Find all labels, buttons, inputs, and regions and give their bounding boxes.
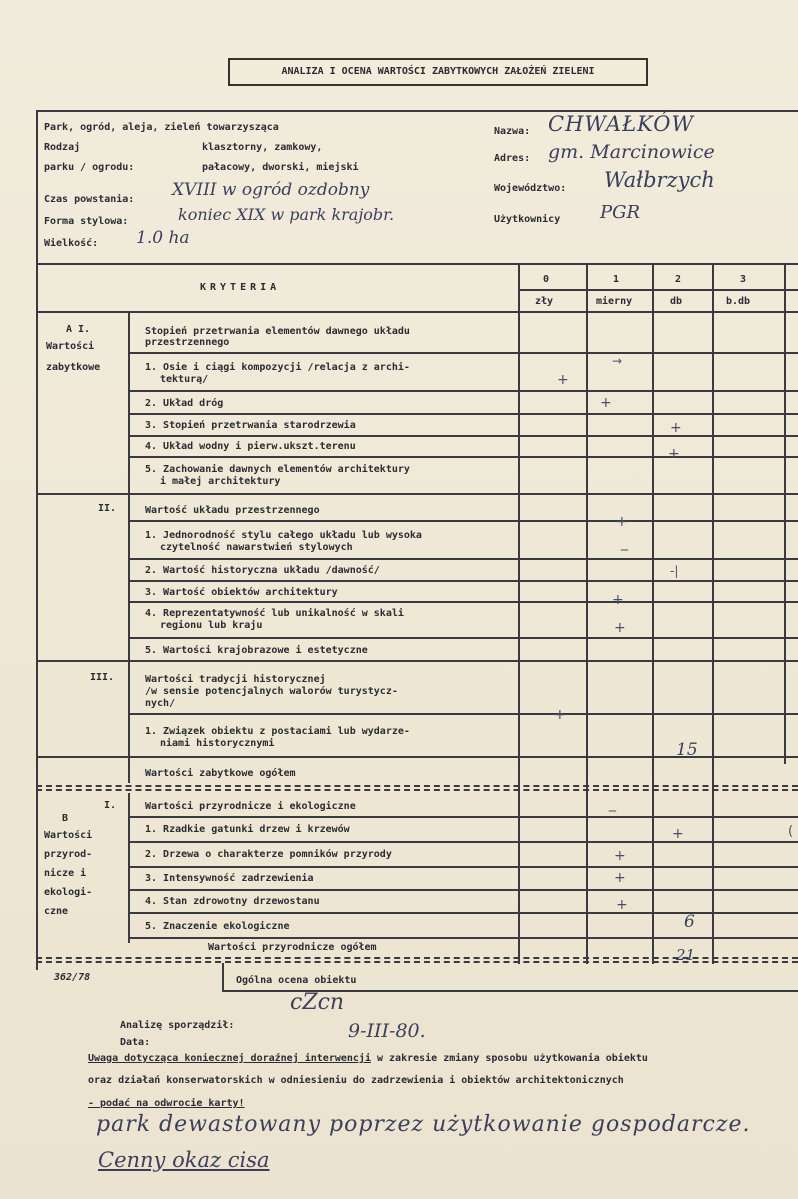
park-types-label: Park, ogród, aleja, zieleń towarzysząca (44, 122, 279, 133)
score-col-2-left (652, 264, 654, 964)
document-title-box (228, 58, 648, 86)
row-line (128, 912, 798, 914)
g1-row2: 2. Układ dróg (145, 398, 224, 409)
score-mark: + (557, 372, 569, 388)
row-line (128, 866, 798, 868)
score-mark: ‒ (608, 803, 617, 819)
handwritten-note-1: park dewastowany poprzez użytkowanie gospodarcze. (96, 1112, 751, 1137)
b-row1: 1. Rzadkie gatunki drzew i krzewów (145, 824, 350, 835)
score-col-3-left (712, 264, 714, 964)
row-line (128, 841, 798, 843)
g2-row4-line2: regionu lub kraju (160, 620, 263, 631)
adres-handwritten: gm. Marcinowice (548, 141, 715, 163)
group3-title-1: Wartości tradycji historycznej (145, 674, 326, 685)
overall-box-left (222, 963, 224, 991)
col-num-0: 0 (543, 274, 550, 285)
group1-title: Stopień przetrwania elementów dawnego układu (145, 326, 410, 337)
criteria-header-bottom (36, 311, 798, 313)
nazwa-label: Nazwa: (494, 126, 531, 137)
group1-title-2: przestrzennego (145, 337, 230, 348)
section-b-label-5: ekologi- (44, 887, 93, 898)
row-line (128, 601, 798, 603)
section-a-label: A I. (66, 324, 91, 335)
czas-handwritten: XVIII w ogród ozdobny (172, 180, 370, 200)
score-mark: + (616, 514, 628, 530)
score-mark: + (614, 848, 626, 864)
uzytkownicy-handwritten: PGR (600, 202, 641, 223)
wojewodztwo-label: Województwo: (494, 183, 567, 194)
section-b-total-handwritten: 6 (684, 912, 695, 932)
uzytkownicy-label: Użytkownicy (494, 214, 561, 225)
g3-row1-line2: niami historycznymi (160, 738, 275, 749)
row-line (128, 637, 798, 639)
g2-row3: 3. Wartość obiektów architektury (145, 587, 338, 598)
col-num-2: 2 (675, 274, 682, 285)
section-b-title: Wartości przyrodnicze i ekologiczne (145, 801, 356, 812)
row-line (36, 660, 798, 662)
row-line (36, 493, 798, 495)
g2-row5: 5. Wartości krajobrazowe i estetyczne (145, 645, 368, 656)
data-label: Data: (120, 1037, 151, 1048)
g3-row1-line1: 1. Związek obiektu z postaciami lub wydarze- (145, 726, 410, 737)
note-underlined: Uwaga dotycząca koniecznej doraźnej interwencji (88, 1053, 371, 1064)
col-name-3: b.db (726, 296, 751, 307)
row-line (128, 456, 798, 458)
col-num-3: 3 (740, 274, 747, 285)
col-name-1: mierny (596, 296, 633, 307)
signature-handwritten: cZcn (290, 990, 345, 1015)
col-name-0: zły (535, 296, 554, 307)
score-mark: + (554, 707, 566, 723)
note-line-2: oraz działań konserwatorskich w odniesieniu do zadrzewienia i obiektów architektonicznych (88, 1075, 624, 1086)
score-col-3-right (784, 264, 786, 764)
row-line (128, 713, 798, 715)
row-line (128, 520, 798, 522)
g2-row1-line1: 1. Jednorodność stylu całego układu lub wysoka (145, 530, 422, 541)
b-row3: 3. Intensywność zadrzewienia (145, 873, 314, 884)
score-mark: + (672, 826, 684, 842)
b-row2: 2. Drzewa o charakterze pomników przyrody (145, 849, 392, 860)
criteria-header-split (518, 289, 798, 291)
section-b-label-6: czne (44, 906, 69, 917)
section-divider-dashed (36, 789, 798, 791)
group3-num: III. (90, 672, 115, 683)
score-mark: + (616, 897, 628, 913)
col-num-1: 1 (613, 274, 620, 285)
handwritten-note-2: Cenny okaz cisa (98, 1148, 270, 1172)
score-mark: ‒ (620, 542, 629, 558)
section-a-total: Wartości zabytkowe ogółem (145, 768, 296, 779)
analiza-label: Analizę sporządził: (120, 1020, 235, 1031)
wielkosc-handwritten: 1.0 ha (136, 228, 190, 248)
date-handwritten: 9-III-80. (348, 1020, 426, 1042)
section-b-total: Wartości przyrodnicze ogółem (208, 942, 377, 953)
section-b-label-3: przyrod- (44, 849, 93, 860)
score-col-1-left (586, 264, 588, 964)
score-mark: + (670, 420, 682, 436)
form-left-border (36, 110, 38, 970)
row-line (128, 558, 798, 560)
nazwa-handwritten: CHWAŁKÓW (548, 112, 695, 136)
g1-row3: 3. Stopień przetrwania starodrzewia (145, 420, 356, 431)
row-line (128, 937, 798, 939)
score-mark: -| (670, 564, 679, 578)
g1-row5-line2: i małej architektury (160, 476, 281, 487)
wojewodztwo-handwritten: Wałbrzych (604, 168, 715, 192)
rodzaj-values: klasztorny, zamkowy, (202, 142, 323, 153)
score-mark: + (600, 395, 612, 411)
score-mark: + (614, 620, 626, 636)
forma-label: Forma stylowa: (44, 216, 129, 227)
score-mark: ( (788, 824, 794, 839)
group2-num: II. (98, 503, 117, 514)
forma-handwritten: koniec XIX w park krajobr. (178, 205, 395, 224)
note-line-3: - podać na odwrocie karty! (88, 1098, 245, 1109)
adres-label: Adres: (494, 153, 531, 164)
g1-row5-line1: 5. Zachowanie dawnych elementów architektury (145, 464, 410, 475)
row-line (128, 390, 798, 392)
rodzaj-label: Rodzaj (44, 142, 81, 153)
b-row5: 5. Znaczenie ekologiczne (145, 921, 290, 932)
section-b-label-2: Wartości (44, 830, 93, 841)
header-bottom-border (36, 263, 798, 265)
score-mark: → (612, 354, 623, 368)
document-title: ANALIZA I OCENA WARTOŚCI ZABYTKOWYCH ZAŁOŻEŃ ZIELENI (281, 66, 595, 77)
czas-label: Czas powstania: (44, 194, 135, 205)
b-row4: 4. Stan zdrowotny drzewostanu (145, 896, 320, 907)
criteria-label: KRYTERIA (200, 282, 281, 293)
g2-row2: 2. Wartość historyczna układu /dawność/ (145, 565, 380, 576)
score-mark: + (668, 446, 680, 462)
row-line (128, 889, 798, 891)
row-line (128, 580, 798, 582)
section-a-label-2: Wartości (46, 341, 95, 352)
section-divider-dashed (36, 785, 798, 787)
overall-label: Ogólna ocena obiektu (236, 975, 357, 986)
section-b-label: B (62, 813, 69, 824)
wielkosc-label: Wielkość: (44, 238, 99, 249)
row-line (128, 413, 798, 415)
score-mark: + (612, 592, 624, 608)
group2-title: Wartość układu przestrzennego (145, 505, 320, 516)
note-line-1 (88, 1053, 648, 1064)
g1-row1-line2: tekturą/ (160, 374, 209, 385)
g2-row4-line1: 4. Reprezentatywność lub unikalność w skali (145, 608, 404, 619)
col-name-2: db (670, 296, 683, 307)
score-col-0-left (518, 264, 520, 964)
group3-title-3: nych/ (145, 698, 176, 709)
section-a-total-handwritten: 15 (676, 740, 698, 760)
group3-title-2: /w sensie potencjalnych walorów turystycz- (145, 686, 398, 697)
row-line (128, 435, 798, 437)
parku-values: pałacowy, dworski, miejski (202, 162, 359, 173)
note-rest: w zakresie zmiany sposobu użytkowania obiektu (370, 1053, 648, 1064)
section-a-label-3: zabytkowe (46, 362, 101, 373)
row-line (128, 352, 798, 354)
section-b-num: I. (104, 800, 117, 811)
g1-row1-line1: 1. Osie i ciągi kompozycji /relacja z archi- (145, 362, 410, 373)
row-line (128, 816, 798, 818)
reference-number: 362/78 (54, 972, 91, 983)
score-mark: + (614, 870, 626, 886)
section-b-label-4: nicze i (44, 868, 87, 879)
parku-label: parku / ogrodu: (44, 162, 135, 173)
g2-row1-line2: czytelność nawarstwień stylowych (160, 542, 353, 553)
g1-row4: 4. Układ wodny i pierw.ukszt.terenu (145, 441, 356, 452)
overall-handwritten: 21 (676, 946, 696, 964)
